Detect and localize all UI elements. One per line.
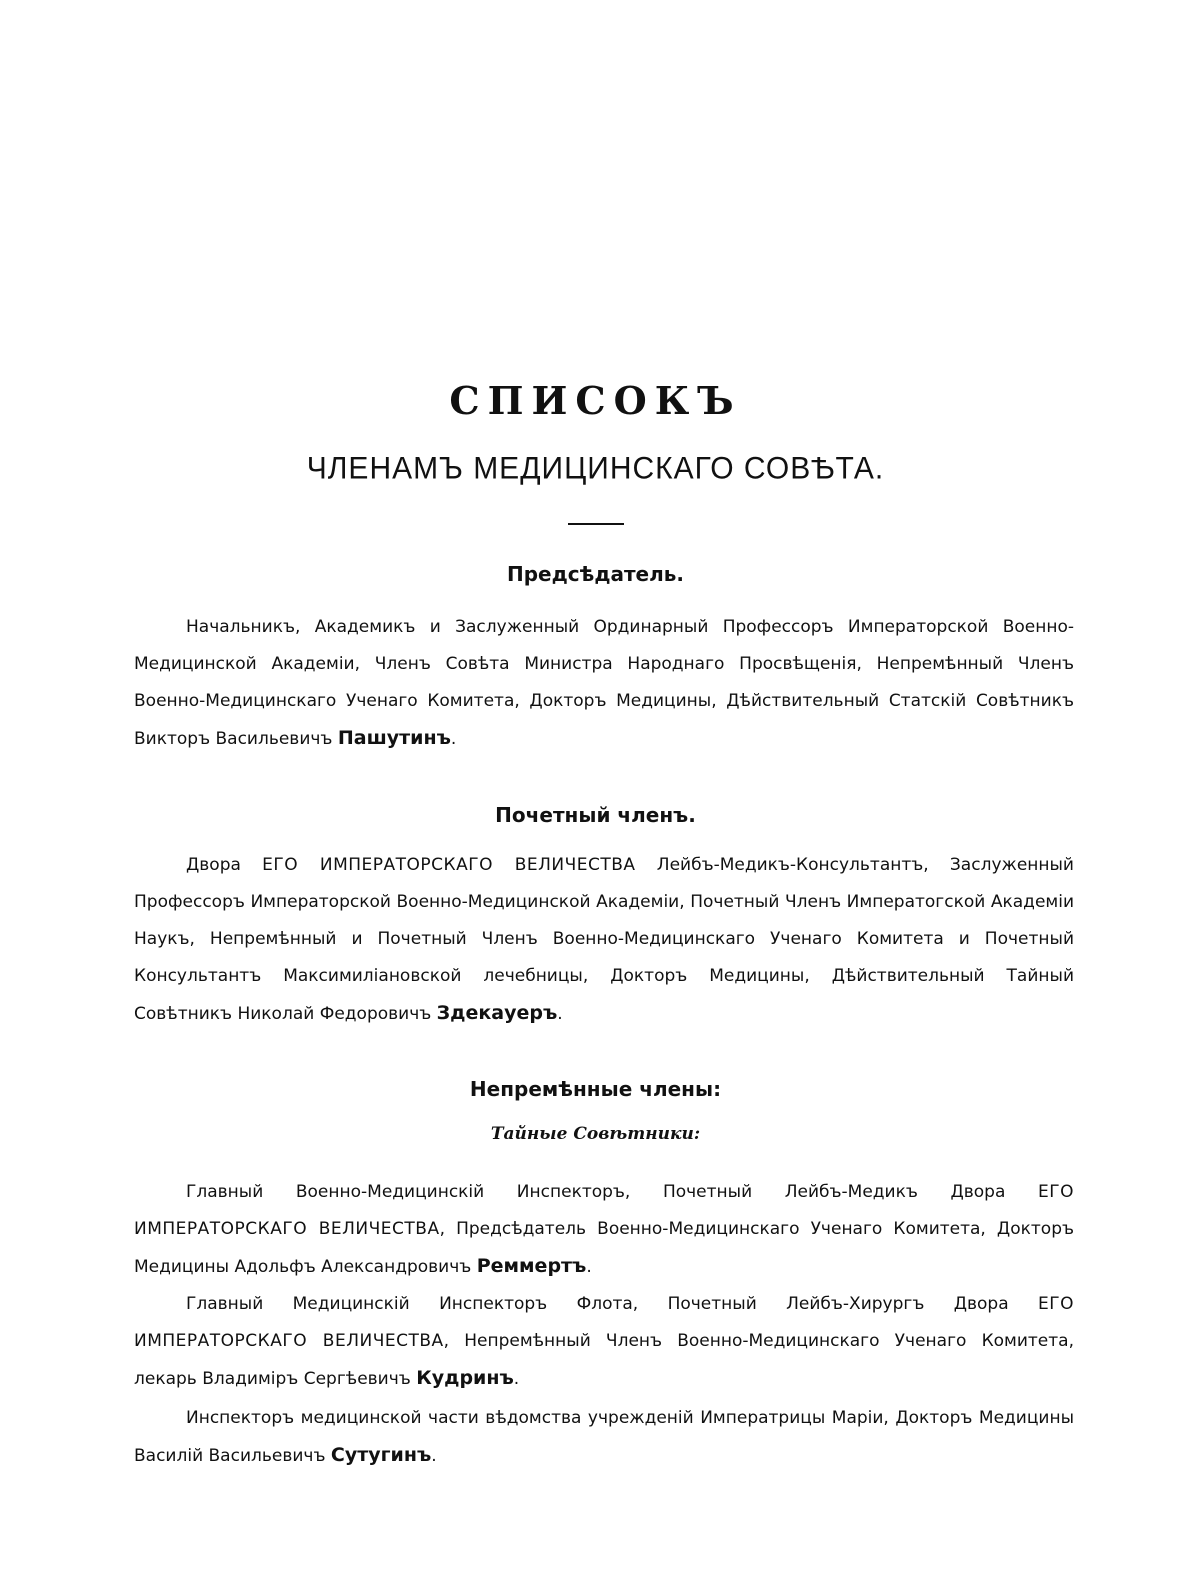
majesty-title: ЕГО ИМПЕРАТОРСКАГО ВЕЛИЧЕСТВА xyxy=(262,855,636,875)
paragraph-permanent-member xyxy=(134,1400,1074,1475)
paragraph-text: Инспекторъ медицинской части вѣдомства учрежденій Императрицы Маріи, Докторъ Медицины Василій Васильевичъ xyxy=(134,1408,1074,1466)
paragraph-text: , Предсѣдатель Военно-Медицинскаго Ученаго Комитета, Докторъ Медицины Адольфъ Александровичъ xyxy=(134,1219,1074,1277)
majesty-title: ЕГО ИМПЕРАТОРСКАГО ВЕЛИЧЕСТВА xyxy=(134,1182,1074,1239)
page-subtitle: ЧЛЕНАМЪ МЕДИЦИНСКАГО СОВѢТА. xyxy=(306,451,885,486)
section-heading-permanent: Непремѣнные члены: xyxy=(469,1077,722,1101)
paragraph-text: , Непремѣнный Членъ Военно-Медицинскаго Ученаго Комитета, лекарь Владиміръ Сергѣевичъ xyxy=(134,1331,1074,1389)
page-title: СПИСОКЪ xyxy=(449,378,742,423)
section-heading-chairman: Предсѣдатель. xyxy=(506,562,685,586)
paragraph-text: Двора xyxy=(186,855,263,875)
majesty-title: ЕГО ИМПЕРАТОРСКАГО ВЕЛИЧЕСТВА xyxy=(134,1294,1074,1351)
paragraph-honorary xyxy=(134,847,1074,1033)
person-name: Здекауеръ xyxy=(436,1002,558,1024)
paragraph-permanent-member xyxy=(134,1174,1074,1286)
paragraph-text: Начальникъ, Академикъ и Заслуженный Ординарный Профессоръ Императорской Военно-Медицинской Академіи, Членъ Совѣта Министра Народнаго Просвѣщенія, Непремѣнный Членъ Военно-Медицинскаго Ученаго Комитета, Докторъ Медицины, Дѣйствительный Статскій Совѣтникъ Викторъ Васильевичъ xyxy=(134,617,1074,749)
paragraph-permanent-member xyxy=(134,1286,1074,1398)
paragraph-text: Главный Военно-Медицинскій Инспекторъ, Почетный Лейбъ-Медикъ Двора xyxy=(186,1182,1038,1202)
person-name: Сутугинъ xyxy=(330,1444,432,1466)
paragraph-end: . xyxy=(586,1257,592,1277)
person-name: Пашутинъ xyxy=(337,727,451,749)
section-subheading-privy-councillors: Тайные Совѣтники: xyxy=(490,1124,701,1144)
paragraph-end: . xyxy=(431,1446,437,1466)
paragraph-end: . xyxy=(450,729,457,749)
paragraph-end: . xyxy=(513,1369,520,1389)
section-heading-honorary: Почетный членъ. xyxy=(495,803,696,827)
person-name: Реммертъ xyxy=(476,1255,587,1277)
paragraph-end: . xyxy=(557,1004,563,1024)
person-name: Кудринъ xyxy=(416,1367,514,1389)
paragraph-chairman xyxy=(134,609,1074,758)
paragraph-text: Главный Медицинскій Инспекторъ Флота, Почетный Лейбъ-Хирургъ Двора xyxy=(186,1294,1038,1314)
paragraph-text: Лейбъ-Медикъ-Консультантъ, Заслуженный Профессоръ Императорской Военно-Медицинской Академіи, Почетный Членъ Императогской Академіи Наукъ, Непремѣнный и Почетный Членъ Военно-Медицинскаго Ученаго Комитета и Почетный Консультантъ Максимиліановской лечебницы, Докторъ Медицины, Дѣйствительный Тайный Совѣтникъ Николай Федоровичъ xyxy=(134,855,1074,1024)
title-divider xyxy=(568,523,624,525)
